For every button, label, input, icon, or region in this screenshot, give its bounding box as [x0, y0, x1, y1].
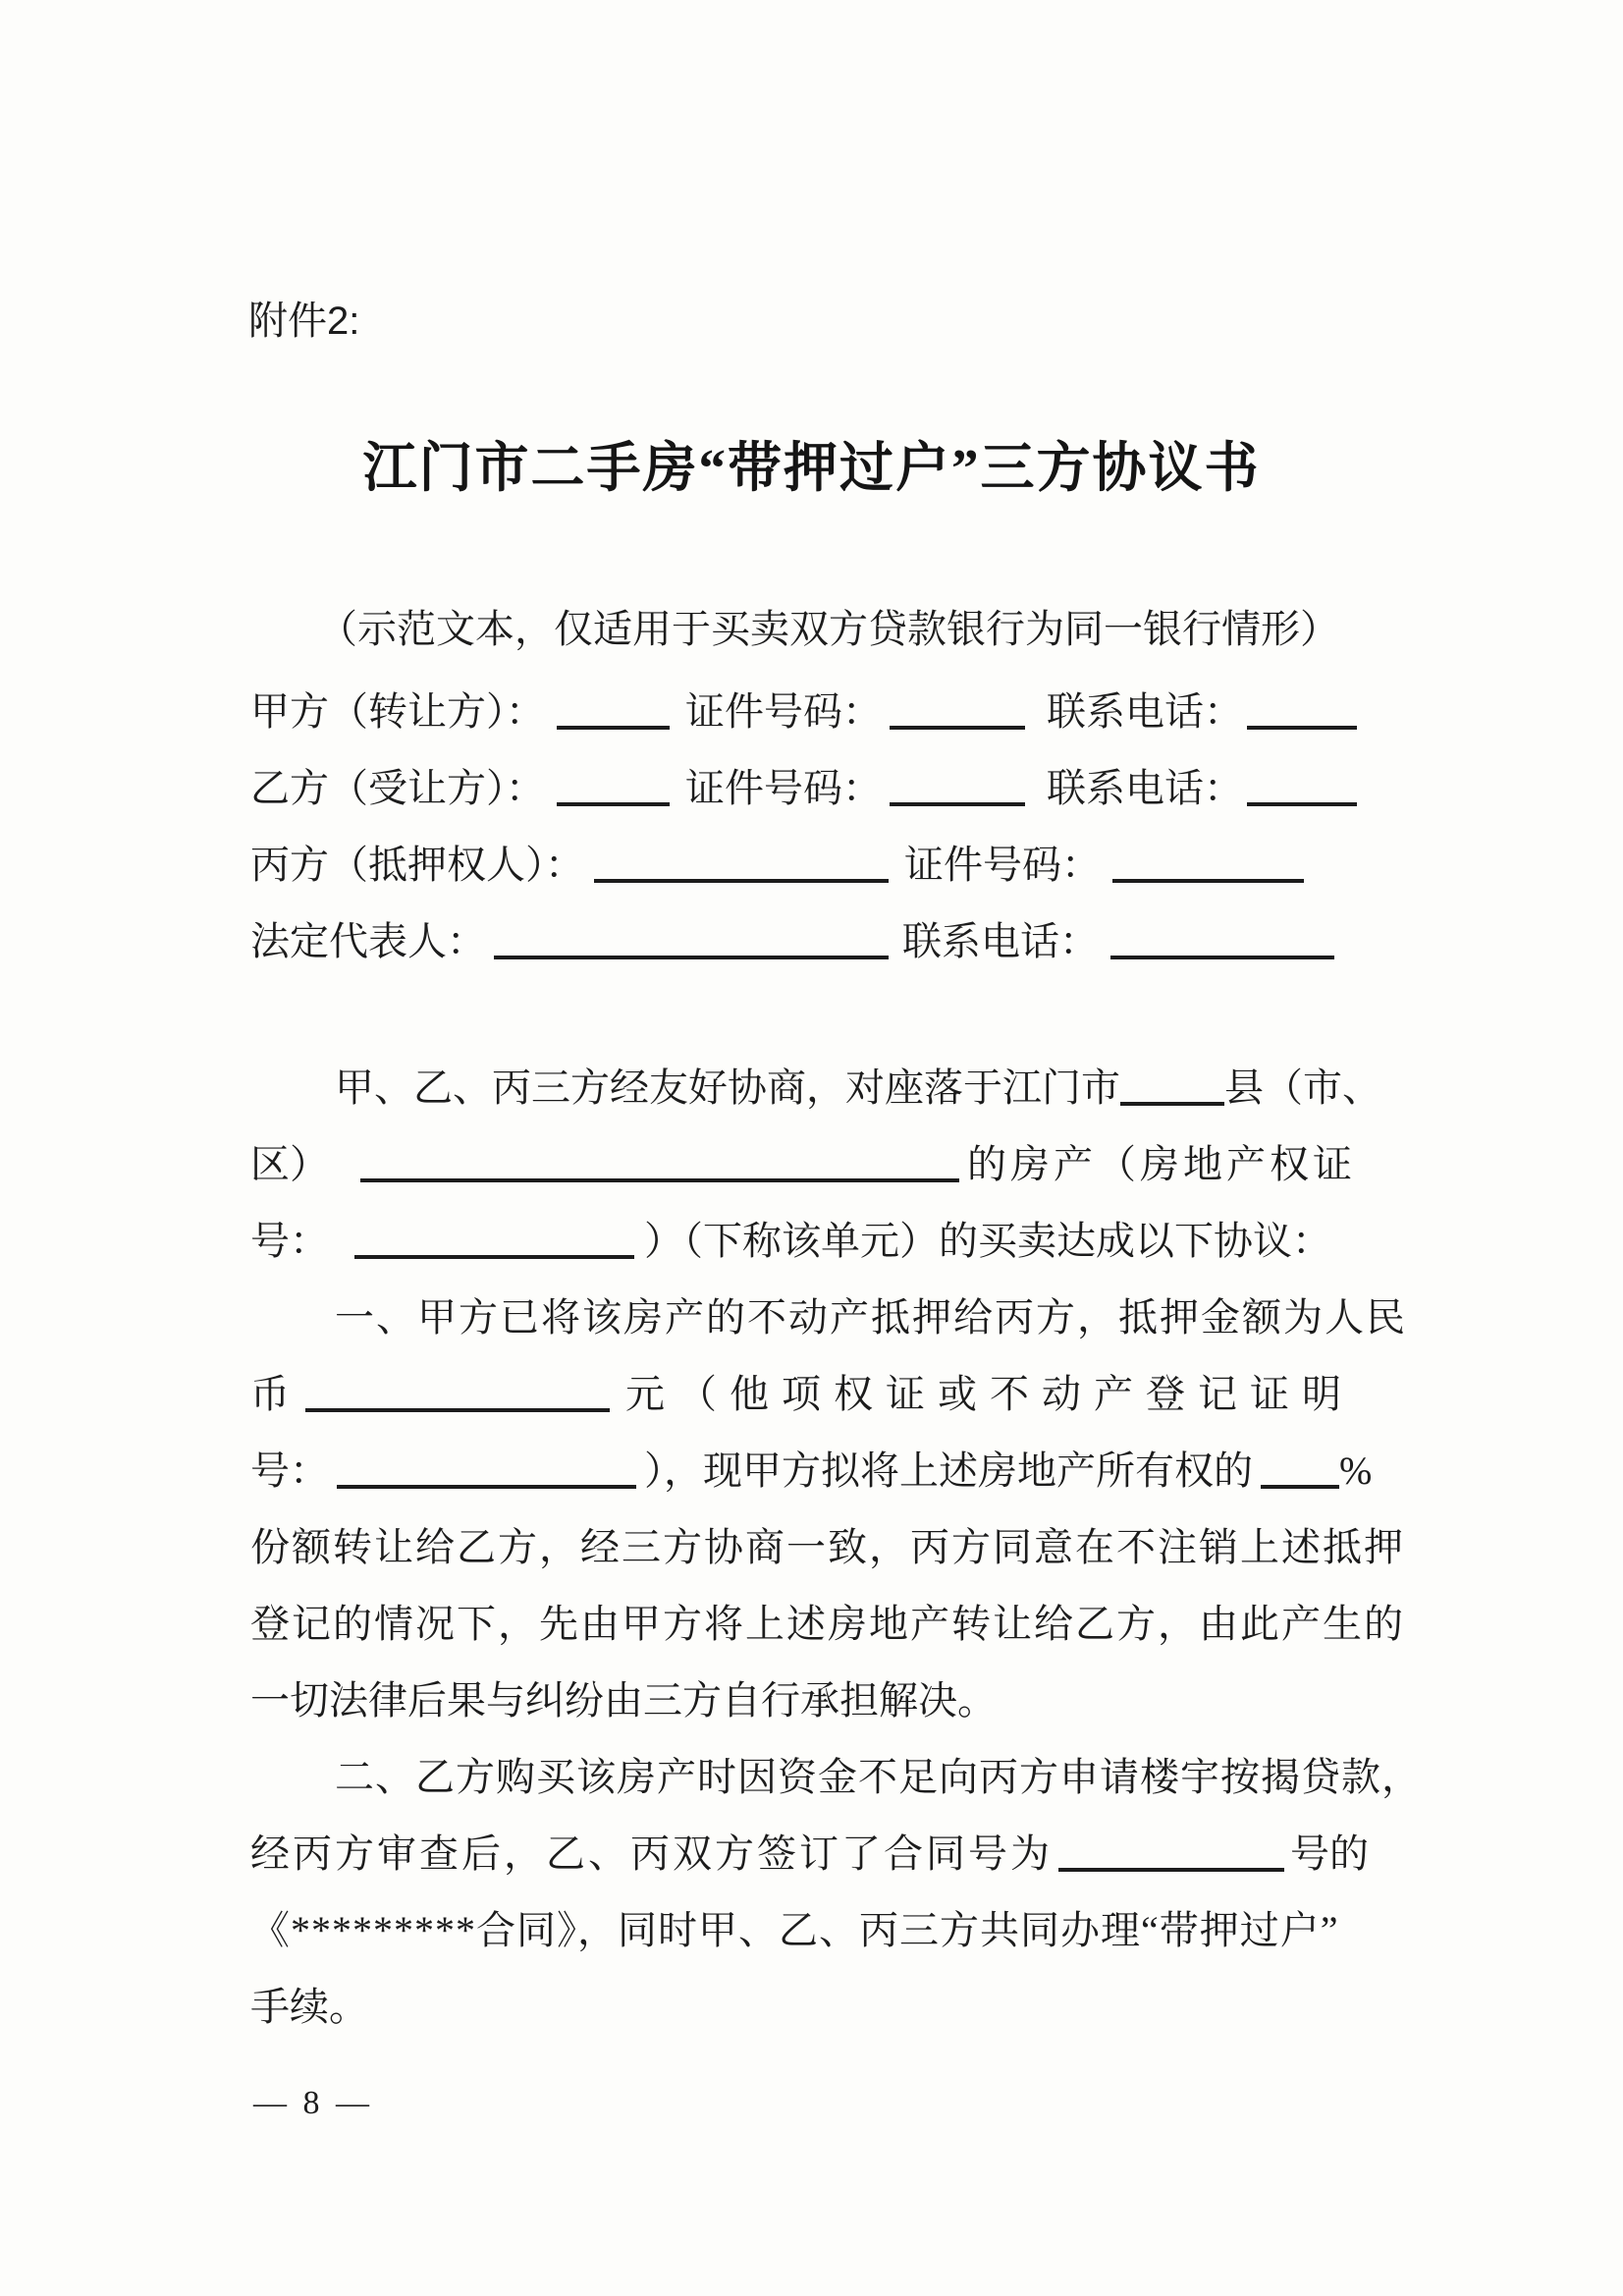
intro-line-2-text: 区） — [250, 1142, 329, 1186]
party-b-id-label: 证件号码： — [685, 766, 882, 810]
clause2-line-1: 二、乙方购买该房产时因资金不足向丙方申请楼宇按揭贷款， — [335, 1755, 1422, 1799]
attachment-label: 附件2: — [248, 300, 360, 343]
party-c-id-label: 证件号码： — [904, 843, 1101, 887]
blank-contract-number[interactable] — [1058, 1860, 1284, 1872]
document-subtitle: （示范文本，仅适用于买卖双方贷款银行为同一银行情形） — [318, 607, 1339, 651]
intro-line-3-text: 号： — [250, 1219, 329, 1263]
clause2-line-2-tail: 号的 — [1290, 1831, 1369, 1876]
party-a-name-label: 甲方（转让方）： — [250, 689, 545, 734]
clause1-line-3 — [250, 1445, 1372, 1498]
blank-legal-rep-phone[interactable] — [1110, 948, 1334, 959]
blank-party-c-name[interactable] — [594, 871, 889, 883]
clause2-line-2-text: 经丙方审查后，乙、丙双方签订了合同号为 — [250, 1831, 1053, 1876]
party-c-row — [250, 839, 1304, 892]
party-a-phone-label: 联系电话： — [1047, 689, 1243, 734]
blank-party-b-name[interactable] — [557, 794, 670, 806]
clause1-line-2 — [250, 1368, 1354, 1421]
intro-line-1 — [335, 1062, 1381, 1115]
clause1-line-3-mid: ），现甲方拟将上述房地产所有权的 — [644, 1449, 1253, 1493]
clause1-line-3-text: 号： — [250, 1449, 329, 1493]
blank-party-a-name[interactable] — [557, 718, 670, 730]
clause1-line-4: 份额转让给乙方，经三方协商一致，丙方同意在不注销上述抵押 — [250, 1525, 1405, 1569]
blank-party-c-id[interactable] — [1112, 871, 1304, 883]
clause1-line-2-tail: 元（他项权证或不动产登记证明 — [625, 1372, 1354, 1416]
clause1-line-1: 一、甲方已将该房产的不动产抵押给丙方，抵押金额为人民 — [335, 1295, 1407, 1339]
blank-party-a-phone[interactable] — [1247, 718, 1357, 730]
blank-party-a-id[interactable] — [890, 718, 1025, 730]
page-number: — 8 — — [253, 2085, 373, 2121]
clause1-line-2-text: 币 — [250, 1372, 290, 1416]
document-title: 江门市二手房“带押过户”三方协议书 — [362, 438, 1261, 498]
clause1-line-6: 一切法律后果与纠纷由三方自行承担解决。 — [250, 1678, 997, 1722]
intro-line-2 — [250, 1138, 1356, 1191]
blank-property-location[interactable] — [360, 1171, 959, 1182]
blank-party-b-phone[interactable] — [1247, 794, 1357, 806]
blank-registration-number[interactable] — [337, 1477, 636, 1489]
blank-county[interactable] — [1120, 1094, 1224, 1106]
intro-line-3-tail: ）（下称该单元）的买卖达成以下协议： — [644, 1219, 1331, 1263]
blank-cert-number[interactable] — [354, 1247, 634, 1259]
blank-ownership-percent[interactable] — [1261, 1477, 1339, 1489]
legal-rep-row — [250, 915, 1334, 968]
legal-rep-name-label: 法定代表人： — [250, 919, 486, 963]
blank-mortgage-amount[interactable] — [305, 1400, 610, 1412]
clause2-line-3: 《*********合同》，同时甲、乙、丙三方共同办理“带押过户” — [250, 1908, 1339, 1952]
party-b-name-label: 乙方（受让方）： — [250, 766, 545, 810]
intro-line-2-tail: 的房产（房地产权证 — [967, 1142, 1356, 1186]
intro-line-3 — [250, 1215, 1331, 1268]
party-c-name-label: 丙方（抵押权人）： — [250, 843, 584, 887]
clause2-line-4: 手续。 — [250, 1985, 368, 2029]
intro-line-1-tail: 县（市、 — [1224, 1066, 1381, 1110]
clause1-line-3-tail: % — [1339, 1449, 1373, 1493]
legal-rep-phone-label: 联系电话： — [902, 919, 1099, 963]
blank-party-b-id[interactable] — [890, 794, 1025, 806]
blank-legal-rep-name[interactable] — [494, 948, 889, 959]
party-a-row — [250, 685, 1357, 738]
clause2-line-2 — [250, 1828, 1369, 1881]
party-a-id-label: 证件号码： — [685, 689, 882, 734]
party-b-phone-label: 联系电话： — [1047, 766, 1243, 810]
intro-line-1-text: 甲、乙、丙三方经友好协商，对座落于江门市 — [335, 1066, 1120, 1110]
clause1-line-5: 登记的情况下，先由甲方将上述房地产转让给乙方，由此产生的 — [250, 1602, 1405, 1646]
party-b-row — [250, 762, 1357, 815]
